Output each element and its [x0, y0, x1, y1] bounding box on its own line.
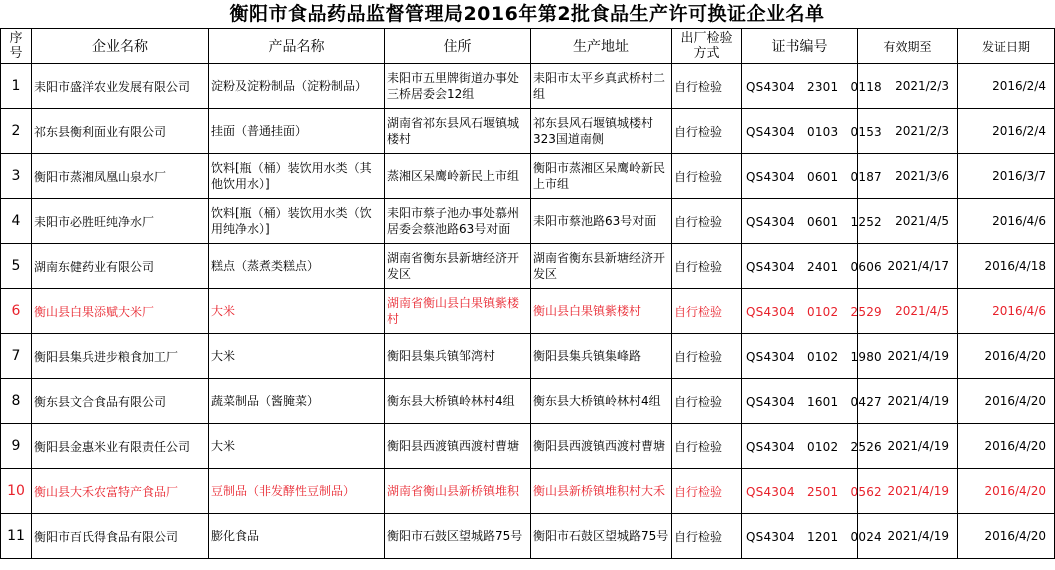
header-certificate-number: 证书编号: [742, 29, 858, 64]
cell-valid-until: 2021/4/19: [858, 424, 958, 469]
cell-issue-date: 2016/4/20: [958, 424, 1055, 469]
cell-valid-until: 2021/4/19: [858, 514, 958, 559]
cell-company: 衡东县文合食品有限公司: [32, 379, 209, 424]
cell-address: 湖南省衡山县白果镇紫楼村: [385, 289, 531, 334]
table-row: [1, 334, 1055, 379]
table-row: [1, 154, 1055, 199]
cell-inspection-method: 自行检验: [672, 334, 742, 379]
cell-seq: 8: [1, 379, 32, 424]
cell-valid-until: 2021/2/3: [858, 109, 958, 154]
cell-company: 衡阳市百氏得食品有限公司: [32, 514, 209, 559]
cell-company: 祁东县衡利面业有限公司: [32, 109, 209, 154]
cell-certificate-number: QS4304 0601 0187: [742, 154, 858, 199]
table-row: [1, 424, 1055, 469]
cell-product: 豆制品（非发酵性豆制品）: [209, 469, 385, 514]
cell-certificate-number: QS4304 0103 0153: [742, 109, 858, 154]
cell-company: 湖南东健药业有限公司: [32, 244, 209, 289]
header-seq: 序 号: [1, 29, 32, 64]
cell-certificate-number: QS4304 0102 2526: [742, 424, 858, 469]
cell-address: 衡阳县集兵镇邹湾村: [385, 334, 531, 379]
cell-production-address: 衡山县新桥镇堆积村大禾: [531, 469, 672, 514]
table-row: [1, 379, 1055, 424]
cell-inspection-method: 自行检验: [672, 109, 742, 154]
cell-inspection-method: 自行检验: [672, 244, 742, 289]
cell-seq: 3: [1, 154, 32, 199]
cell-product: 糕点（蒸煮类糕点）: [209, 244, 385, 289]
cell-product: 饮料[瓶（桶）装饮用水类（饮用纯净水）]: [209, 199, 385, 244]
cell-seq: 11: [1, 514, 32, 559]
table-body: [1, 64, 1055, 559]
company-table: [0, 28, 1055, 559]
cell-inspection-method: 自行检验: [672, 289, 742, 334]
cell-certificate-number: QS4304 1201 0024: [742, 514, 858, 559]
header-address: 住所: [385, 29, 531, 64]
cell-address: 蒸湘区呆鹰岭新民上市组: [385, 154, 531, 199]
cell-production-address: 耒阳市蔡池路63号对面: [531, 199, 672, 244]
table-row: [1, 289, 1055, 334]
cell-issue-date: 2016/2/4: [958, 64, 1055, 109]
cell-inspection-method: 自行检验: [672, 199, 742, 244]
cell-issue-date: 2016/4/20: [958, 469, 1055, 514]
cell-product: 挂面（普通挂面）: [209, 109, 385, 154]
page-title: 衡阳市食品药品监督管理局2016年第2批食品生产许可换证企业名单: [229, 3, 825, 25]
cell-seq: 9: [1, 424, 32, 469]
table-row: [1, 64, 1055, 109]
header-inspection-method: 出厂检验 方式: [672, 29, 742, 64]
cell-inspection-method: 自行检验: [672, 514, 742, 559]
cell-company: 衡阳市蒸湘凤凰山泉水厂: [32, 154, 209, 199]
cell-issue-date: 2016/2/4: [958, 109, 1055, 154]
cell-production-address: 衡山县白果镇紫楼村: [531, 289, 672, 334]
table-row: [1, 469, 1055, 514]
cell-product: 蔬菜制品（酱腌菜）: [209, 379, 385, 424]
cell-valid-until: 2021/4/5: [858, 289, 958, 334]
cell-valid-until: 2021/2/3: [858, 64, 958, 109]
cell-address: 湖南省衡山县新桥镇堆积: [385, 469, 531, 514]
cell-address: 湖南省祁东县风石堰镇城楼村: [385, 109, 531, 154]
cell-address: 衡阳市石鼓区望城路75号: [385, 514, 531, 559]
cell-production-address: 衡东县大桥镇岭林村4组: [531, 379, 672, 424]
table-row: [1, 244, 1055, 289]
cell-address: 衡东县大桥镇岭林村4组: [385, 379, 531, 424]
cell-certificate-number: QS4304 1601 0427: [742, 379, 858, 424]
cell-valid-until: 2021/4/19: [858, 379, 958, 424]
cell-company: 衡山县大禾农富特产食品厂: [32, 469, 209, 514]
cell-inspection-method: 自行检验: [672, 424, 742, 469]
table-row: [1, 514, 1055, 559]
cell-company: 衡阳县集兵进步粮食加工厂: [32, 334, 209, 379]
cell-issue-date: 2016/4/18: [958, 244, 1055, 289]
cell-certificate-number: QS4304 2401 0606: [742, 244, 858, 289]
cell-production-address: 衡阳县集兵镇集峰路: [531, 334, 672, 379]
cell-production-address: 湖南省衡东县新塘经济开发区: [531, 244, 672, 289]
table-row: [1, 199, 1055, 244]
cell-certificate-number: QS4304 0102 2529: [742, 289, 858, 334]
cell-address: 耒阳市五里牌街道办事处三桥居委会12组: [385, 64, 531, 109]
cell-production-address: 衡阳市蒸湘区呆鹰岭新民上市组: [531, 154, 672, 199]
cell-issue-date: 2016/3/7: [958, 154, 1055, 199]
cell-address: 耒阳市蔡子池办事处慕州居委会蔡池路63号对面: [385, 199, 531, 244]
cell-inspection-method: 自行检验: [672, 154, 742, 199]
cell-certificate-number: QS4304 2501 0562: [742, 469, 858, 514]
cell-production-address: 祁东县风石堰镇城楼村323国道南侧: [531, 109, 672, 154]
header-issue-date: 发证日期: [958, 29, 1055, 64]
cell-certificate-number: QS4304 2301 0118: [742, 64, 858, 109]
cell-product: 饮料[瓶（桶）装饮用水类（其他饮用水）]: [209, 154, 385, 199]
cell-issue-date: 2016/4/20: [958, 514, 1055, 559]
cell-company: 衡阳县金惠米业有限责任公司: [32, 424, 209, 469]
header-product: 产品名称: [209, 29, 385, 64]
cell-valid-until: 2021/3/6: [858, 154, 958, 199]
cell-seq: 4: [1, 199, 32, 244]
cell-company: 耒阳市盛洋农业发展有限公司: [32, 64, 209, 109]
header-valid-until: 有效期至: [858, 29, 958, 64]
header-company: 企业名称: [32, 29, 209, 64]
cell-valid-until: 2021/4/19: [858, 334, 958, 379]
cell-product: 大米: [209, 334, 385, 379]
cell-seq: 7: [1, 334, 32, 379]
cell-product: 大米: [209, 424, 385, 469]
cell-seq: 6: [1, 289, 32, 334]
cell-production-address: 衡阳县西渡镇西渡村曹塘: [531, 424, 672, 469]
cell-certificate-number: QS4304 0601 1252: [742, 199, 858, 244]
cell-issue-date: 2016/4/20: [958, 379, 1055, 424]
cell-certificate-number: QS4304 0102 1980: [742, 334, 858, 379]
cell-issue-date: 2016/4/6: [958, 199, 1055, 244]
header-production-address: 生产地址: [531, 29, 672, 64]
cell-inspection-method: 自行检验: [672, 469, 742, 514]
cell-valid-until: 2021/4/5: [858, 199, 958, 244]
cell-valid-until: 2021/4/19: [858, 469, 958, 514]
cell-address: 衡阳县西渡镇西渡村曹塘: [385, 424, 531, 469]
cell-product: 膨化食品: [209, 514, 385, 559]
cell-issue-date: 2016/4/20: [958, 334, 1055, 379]
cell-company: 衡山县白果添赋大米厂: [32, 289, 209, 334]
cell-valid-until: 2021/4/17: [858, 244, 958, 289]
table-header: [1, 29, 1055, 64]
cell-inspection-method: 自行检验: [672, 379, 742, 424]
cell-address: 湖南省衡东县新塘经济开发区: [385, 244, 531, 289]
cell-product: 大米: [209, 289, 385, 334]
cell-seq: 10: [1, 469, 32, 514]
cell-inspection-method: 自行检验: [672, 64, 742, 109]
cell-seq: 5: [1, 244, 32, 289]
table-row: [1, 109, 1055, 154]
cell-production-address: 耒阳市太平乡真武桥村二组: [531, 64, 672, 109]
cell-company: 耒阳市必胜旺纯净水厂: [32, 199, 209, 244]
cell-product: 淀粉及淀粉制品（淀粉制品）: [209, 64, 385, 109]
cell-seq: 2: [1, 109, 32, 154]
cell-seq: 1: [1, 64, 32, 109]
cell-production-address: 衡阳市石鼓区望城路75号: [531, 514, 672, 559]
cell-issue-date: 2016/4/6: [958, 289, 1055, 334]
